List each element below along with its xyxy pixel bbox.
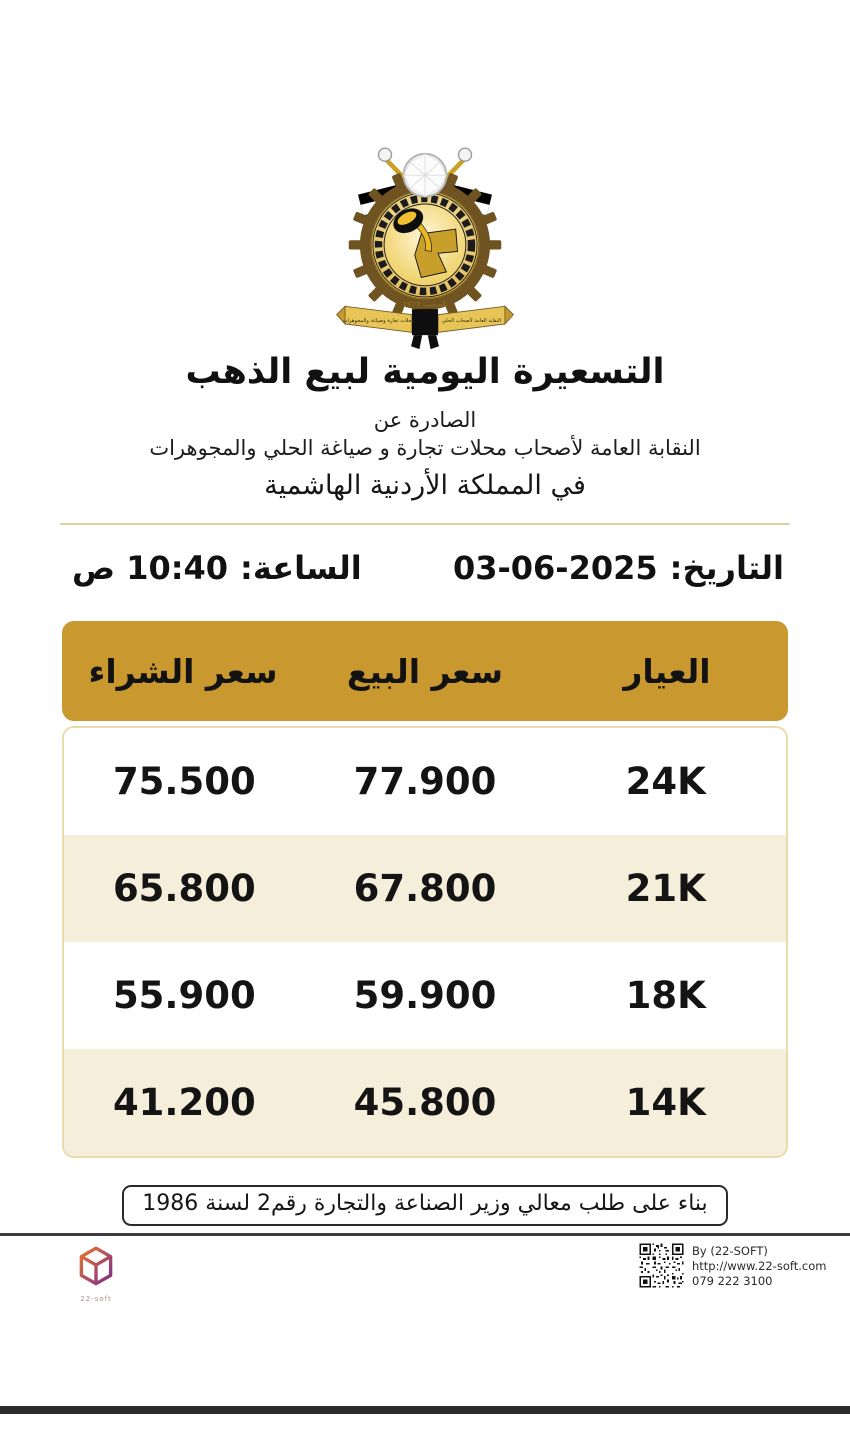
column-buy-price: سعر الشراء: [88, 651, 278, 691]
emblem-ribbon-right-text: النقابة العامة لأصحاب الحلي: [441, 318, 502, 325]
credit-phone: 079 222 3100: [692, 1273, 773, 1288]
karat-value: 24K: [625, 760, 706, 803]
time-value: 10:40 ص: [72, 549, 229, 587]
time-label: الساعة:: [240, 549, 362, 587]
bottom-edge-bar: [0, 1406, 850, 1414]
table-row-14k: [64, 1049, 786, 1156]
software-brand: [70, 1244, 122, 1303]
buy-price-value: 55.900: [112, 974, 256, 1017]
sell-price-value: 77.900: [353, 760, 497, 803]
qr-code-icon: [638, 1242, 685, 1289]
table-row-21k: [64, 835, 786, 942]
buy-price-value: 65.800: [112, 867, 256, 910]
sell-price-value: 59.900: [353, 974, 497, 1017]
emblem-established-text: تأسست 1972: [402, 300, 448, 309]
table-row-24k: [64, 728, 786, 835]
buy-price-value: 41.200: [112, 1081, 256, 1124]
karat-value: 14K: [625, 1081, 706, 1124]
credit-url: http://www.22-soft.com: [692, 1258, 827, 1273]
price-table-header: [62, 621, 788, 721]
time-group: [72, 549, 362, 587]
datetime-row: [72, 549, 784, 587]
table-row-18k: [64, 942, 786, 1049]
page-title: التسعيرة اليومية لبيع الذهب: [185, 352, 665, 392]
date-value: 03-06-2025: [452, 549, 658, 587]
cube-logo-icon: [74, 1244, 118, 1290]
price-table-body: [62, 726, 788, 1158]
syndicate-emblem: [332, 124, 518, 350]
sell-price-value: 67.800: [353, 867, 497, 910]
gold-divider: [60, 523, 790, 525]
emblem-ribbon-left-text: محلات تجارة وصياغة والمجوهرات: [342, 318, 415, 325]
sell-price-value: 45.800: [353, 1081, 497, 1124]
country-text: في المملكة الأردنية الهاشمية: [264, 470, 586, 501]
gem-icon: [404, 154, 447, 197]
credit-by-line: By (22-SOFT): [692, 1244, 768, 1258]
legal-note: بناء على طلب معالي وزير الصناعة والتجارة رقم2 لسنة 1986: [122, 1185, 727, 1226]
date-group: [453, 549, 784, 587]
software-credit: [638, 1242, 826, 1289]
issued-by-text: الصادرة عن: [373, 408, 477, 432]
footer: [0, 1236, 850, 1414]
date-label: التاريخ:: [669, 549, 784, 587]
buy-price-value: 75.500: [112, 760, 256, 803]
karat-value: 18K: [625, 974, 706, 1017]
ribbon-banner: [337, 306, 514, 349]
issuer-name: النقابة العامة لأصحاب محلات تجارة و صياغة الحلي والمجوهرات: [149, 436, 701, 460]
karat-value: 21K: [625, 867, 706, 910]
column-sell-price: سعر البيع: [346, 651, 504, 691]
brand-caption: 22-soft: [80, 1295, 112, 1303]
column-karat: العيار: [623, 651, 711, 691]
